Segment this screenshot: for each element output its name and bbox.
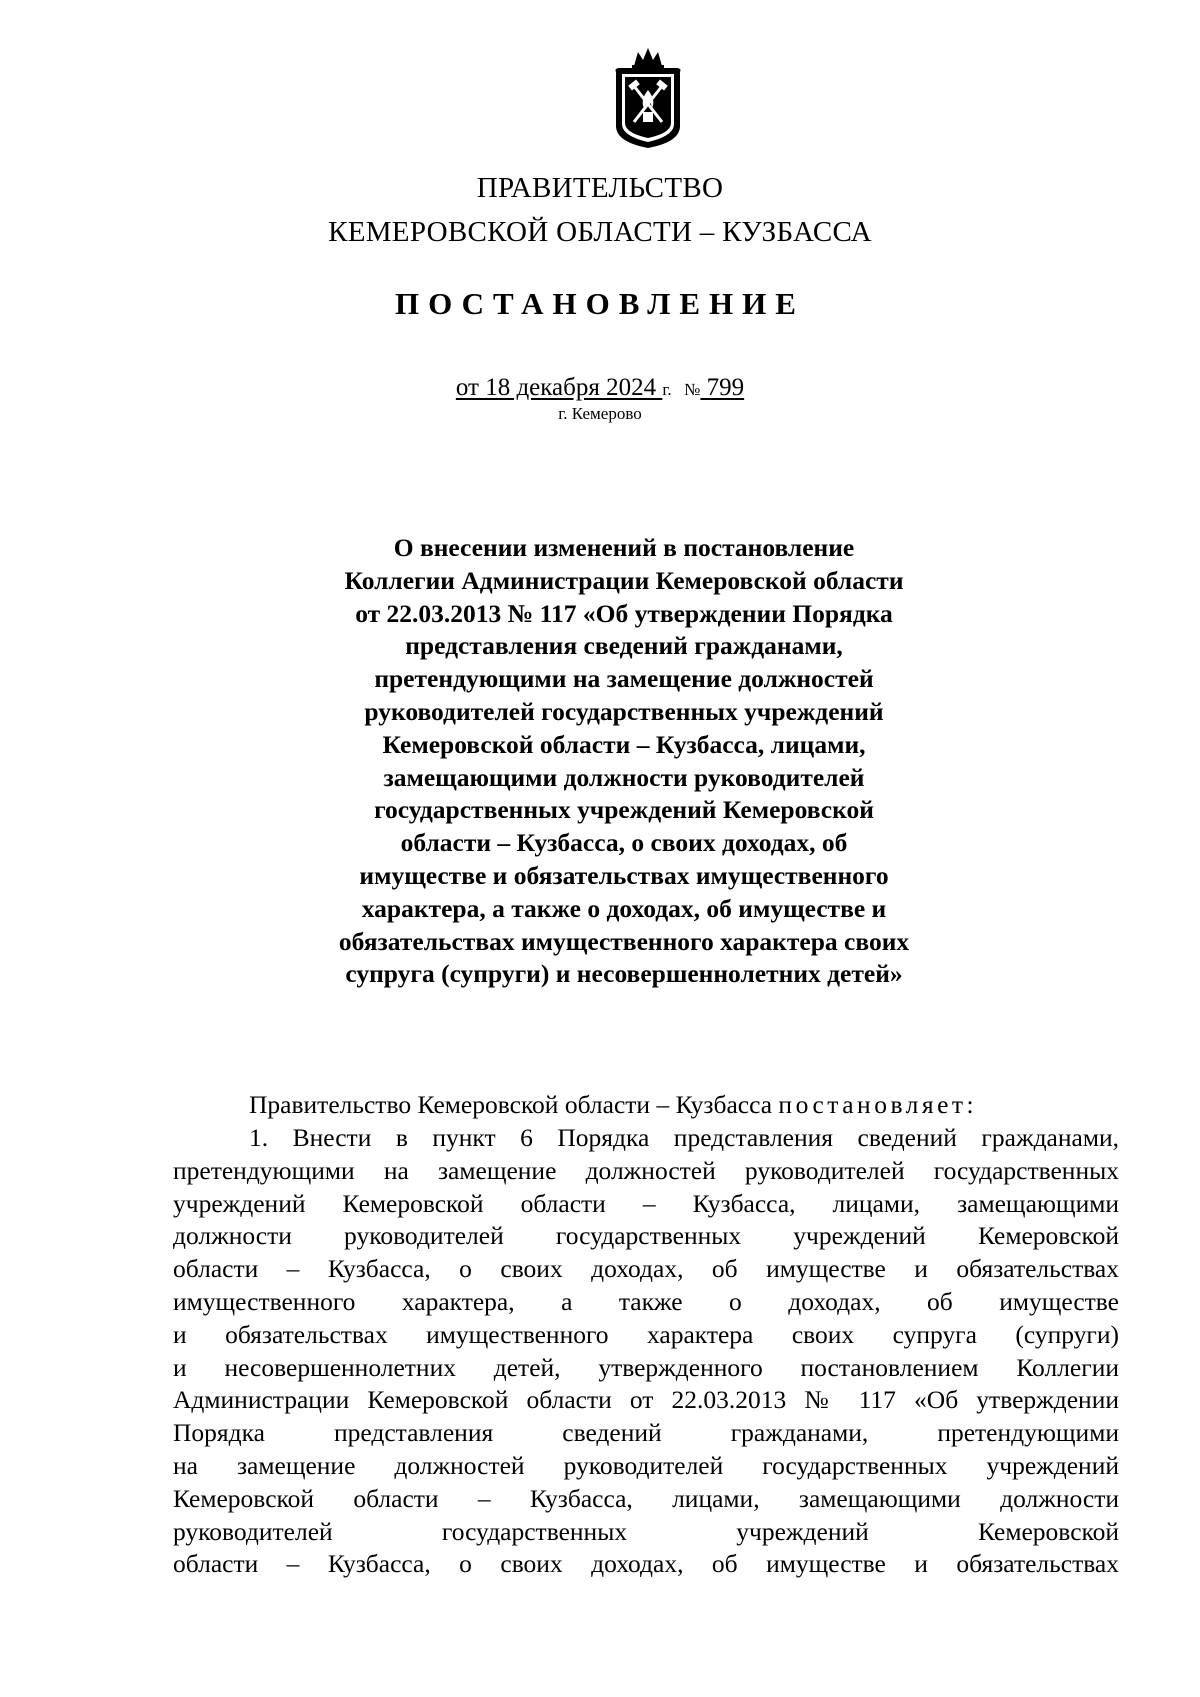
title-line: претендующими на замещение должностей (374, 664, 874, 694)
paragraph-line: и несовершеннолетних детей, утвержденного постановлением Коллегии (173, 1352, 1119, 1382)
paragraph-line: имущественного характера, а также о доходах, об имуществе (173, 1286, 1119, 1316)
paragraph-line: Кемеровской области – Кузбасса, лицами, замещающими должности (173, 1483, 1119, 1513)
title-line: Коллегии Администрации Кемеровской области (344, 565, 904, 595)
title-line: представления сведений гражданами, (405, 631, 843, 661)
document-date-number (0, 374, 1200, 402)
paragraph-line: области – Кузбасса, о своих доходах, об имуществе и обязательствах (173, 1254, 1119, 1284)
paragraph-line: претендующими на замещение должностей руководителей государственных (173, 1155, 1119, 1185)
paragraph-line: учреждений Кемеровской области – Кузбасса, лицами, замещающими (173, 1188, 1119, 1218)
resolution-intro (249, 1090, 977, 1120)
title-line: Кемеровской области – Кузбасса, лицами, (382, 729, 866, 759)
intro-resolves-word: постановляет: (778, 1090, 978, 1119)
document-city: г. Кемерово (558, 404, 642, 423)
authority-name-line2: КЕМЕРОВСКОЙ ОБЛАСТИ – КУЗБАССА (328, 216, 872, 248)
title-line: супруга (супруги) и несовершеннолетних детей» (345, 959, 903, 989)
paragraph-1 (173, 1122, 1119, 1581)
title-line: от 22.03.2013 № 117 «Об утверждении Порядка (355, 598, 893, 628)
paragraph-line: руководителей государственных учреждений Кемеровской (173, 1516, 1119, 1546)
document-title (190, 532, 1058, 991)
title-line: обязательствах имущественного характера своих (338, 926, 910, 956)
document-number: 799 (700, 374, 745, 401)
paragraph-line: Администрации Кемеровской области от 22.03.2013 № 117 «Об утверждении (173, 1385, 1119, 1415)
title-line: замещающими должности руководителей (383, 762, 865, 792)
paragraph-line: Порядка представления сведений гражданами, претендующими (173, 1418, 1119, 1448)
document-type-heading: ПОСТАНОВЛЕНИЕ (395, 286, 805, 321)
paragraph-line: области – Кузбасса, о своих доходах, об имуществе и обязательствах (173, 1549, 1119, 1579)
authority-name-line1: ПРАВИТЕЛЬСТВО (476, 172, 724, 204)
title-line: имуществе и обязательствах имущественного (359, 860, 889, 890)
number-sign: № (684, 380, 701, 399)
title-line: О внесении изменений в постановление (393, 533, 855, 562)
title-line: руководителей государственных учреждений (364, 696, 884, 726)
title-line: характера, а также о доходах, об имуществе и (361, 893, 887, 923)
year-suffix: г. (662, 380, 672, 399)
intro-text: Правительство Кемеровской области – Кузбасса (249, 1090, 779, 1119)
title-line: государственных учреждений Кемеровской (374, 795, 874, 825)
paragraph-line: 1. Внести в пункт 6 Порядка представления сведений гражданами, (249, 1123, 1119, 1152)
document-date: от 18 декабря 2024 (455, 374, 663, 401)
kuzbass-coat-of-arms-icon (610, 46, 686, 150)
paragraph-line: и обязательствах имущественного характера своих супруга (супруги) (173, 1319, 1119, 1349)
title-line: области – Кузбасса, о своих доходах, об (400, 828, 848, 858)
paragraph-line: на замещение должностей руководителей государственных учреждений (173, 1450, 1119, 1480)
paragraph-line: должности руководителей государственных учреждений Кемеровской (173, 1221, 1119, 1251)
